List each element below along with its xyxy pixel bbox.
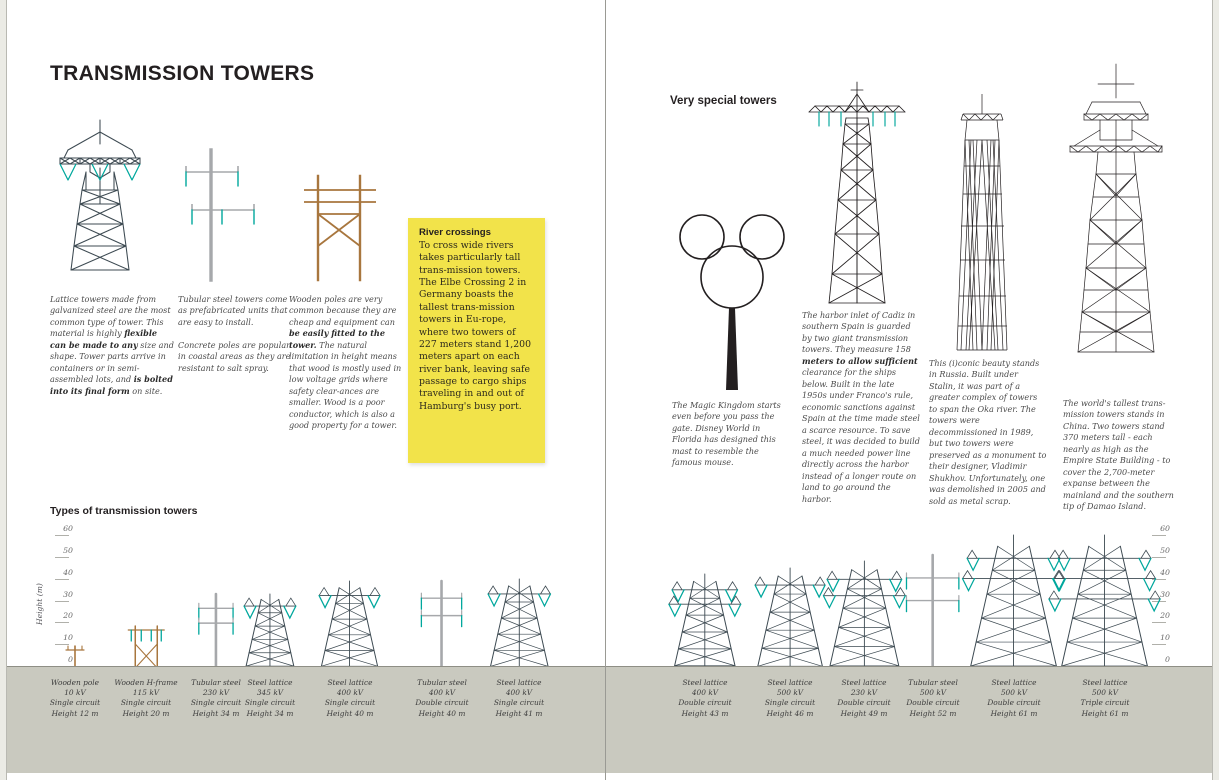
chart-tower-10 <box>827 559 902 670</box>
page-border-left <box>6 0 7 780</box>
y-axis-label: Height (m) <box>35 583 44 625</box>
chart-tower-3 <box>190 592 242 670</box>
y-tick-10: 10 <box>63 633 73 643</box>
callout-body: To cross wide rivers takes particularly tall trans-mission towers. The Elbe Crossing 2 in Germany boasts the tallest trans-mission towers in Eu-rope, where two towers of 227 meters stand 1,200 meters apart on each river bank, leaving safe passage to cargo ships traveling in and out of Hamburg's busy port. <box>419 240 531 412</box>
chart-caption-2: Wooden H-frame 115 kV Single circuit Height 20 m <box>114 678 178 718</box>
y-tick-30: 30 <box>63 589 73 599</box>
chart-tower-5 <box>319 579 380 670</box>
y-tick-20: 20 <box>63 611 73 621</box>
section-heading-special-towers: Very special towers <box>670 95 777 107</box>
callout-heading: River crossings <box>419 227 491 238</box>
page-border-right <box>1212 0 1213 780</box>
chart-tower-9 <box>755 566 825 670</box>
chart-caption-9: Steel lattice 500 kV Single circuit Height 46 m <box>764 678 816 718</box>
y-tick-40: 40 <box>63 567 73 577</box>
y-tick-50: 50 <box>63 546 73 555</box>
magic-kingdom-mast-illustration <box>676 205 786 390</box>
book-spine-divider <box>605 0 606 780</box>
y-tick-30: 30 <box>1160 589 1170 599</box>
chart-tower-7 <box>488 577 551 670</box>
note-wooden: Wooden poles are very common because they are cheap and equipment can be easily fitted to the tower. The natural limitation in height means that wood is mostly used in low voltage grids where safety clear-ances are smaller. Wood is a poor conductor, which is also a good property for a tower. <box>289 294 402 431</box>
page-edge-right <box>1213 0 1219 780</box>
chart-tower-6 <box>411 579 472 670</box>
y-tick-0: 0 <box>1165 655 1170 664</box>
note-tubular: Tubular steel towers come as prefabricated units that are easy to install. Concrete poles are popular in coastal areas as they are resistant to salt spray. <box>178 294 291 373</box>
chart-caption-4: Steel lattice 345 kV Single circuit Height 34 m <box>244 678 296 718</box>
wooden-hframe-illustration <box>300 170 380 280</box>
caption-shukhov: This (i)conic beauty stands in Russia. Built under Stalin, it was part of a greater complex of towers to span the Oka river. The towers were decommissioned in 1989, but two towers were preserved as a monument to their designer, Vladimir Shukhov. Unfortunately, one was demolished in 2005 and sold as metal scrap. <box>929 358 1047 506</box>
chart-caption-8: Steel lattice 400 kV Double circuit Height 43 m <box>678 678 732 718</box>
caption-magic-kingdom: The Magic Kingdom starts even before you pass the gate. Disney World in Florida has designed this mast to resemble the famous mouse. <box>672 400 781 468</box>
chart-tower-11 <box>893 553 972 670</box>
y-tick-line-20 <box>55 622 69 623</box>
y-tick-line-30 <box>55 601 69 602</box>
chart-caption-3: Tubular steel 230 kV Single circuit Height 34 m <box>190 678 242 718</box>
chart-caption-5: Steel lattice 400 kV Single circuit Height 40 m <box>324 678 376 718</box>
cadiz-tower-illustration <box>805 78 910 303</box>
chart-tower-2 <box>131 622 162 670</box>
chart-tower-8 <box>672 572 738 670</box>
river-crossings-callout <box>408 218 545 463</box>
chart-caption-12: Steel lattice 500 kV Double circuit Height 61 m <box>987 678 1041 718</box>
y-tick-50: 50 <box>1160 546 1170 555</box>
chart-caption-10: Steel lattice 230 kV Double circuit Height 49 m <box>837 678 891 718</box>
y-tick-line-40 <box>55 579 69 580</box>
chart-baseline-right <box>606 666 1212 667</box>
y-tick-line-60 <box>1152 535 1166 536</box>
chart-caption-1: Wooden pole 10 kV Single circuit Height 12 m <box>49 678 101 718</box>
chart-tower-12 <box>967 533 1060 670</box>
chart-title: Types of transmission towers <box>50 505 198 517</box>
chart-tower-13 <box>1058 533 1151 670</box>
y-tick-line-10 <box>1152 644 1166 645</box>
y-tick-60: 60 <box>63 524 73 534</box>
y-tick-line-60 <box>55 535 69 536</box>
note-lattice: Lattice towers made from galvanized steel are the most common type of tower. This material is highly flexible can be made to any size and shape. Tower parts arrive in containers or in semi-assembled lots, and is bolted into its final form on site. <box>50 294 174 396</box>
caption-damao: The world's tallest trans-mission towers stands in China. Two towers stand 370 meters tall - each nearly as high as the Empire State Building - to cover the 2,700-meter expanse between the mainland and the southern tip of Damao Island. <box>1063 398 1174 512</box>
damao-tower-illustration <box>1062 62 1170 352</box>
y-tick-10: 10 <box>1160 633 1170 643</box>
y-tick-0: 0 <box>68 655 73 664</box>
y-tick-line-20 <box>1152 622 1166 623</box>
chart-baseline-left <box>7 666 605 667</box>
lattice-tower-illustration <box>52 112 148 280</box>
y-tick-line-50 <box>55 557 69 558</box>
chart-caption-13: Steel lattice 500 kV Triple circuit Height 61 m <box>1080 678 1130 718</box>
y-tick-20: 20 <box>1160 611 1170 621</box>
chart-caption-7: Steel lattice 400 kV Single circuit Height 41 m <box>493 678 545 718</box>
chart-caption-11: Tubular steel 500 kV Double circuit Height 52 m <box>906 678 960 718</box>
y-tick-40: 40 <box>1160 567 1170 577</box>
y-tick-line-50 <box>1152 557 1166 558</box>
shukhov-tower-illustration <box>935 88 1030 350</box>
tubular-pole-illustration <box>178 148 266 280</box>
y-tick-60: 60 <box>1160 524 1170 534</box>
caption-cadiz: The harbor inlet of Cadiz in southern Spain is guarded by two giant transmission towers. They measure 158 meters to allow sufficient clearance for the ships below. Built in the late 1950s under Franco's rule, economic sanctions against Spain at the time made steel a scarce resource. To save steel, it was decided to build a much needed power line directly across the harbor instead of a longer route on land to go around the harbor. <box>802 310 920 504</box>
page-title: TRANSMISSION TOWERS <box>50 62 315 85</box>
chart-tower-4 <box>244 592 296 670</box>
chart-caption-6: Tubular steel 400 kV Double circuit Height 40 m <box>415 678 469 718</box>
